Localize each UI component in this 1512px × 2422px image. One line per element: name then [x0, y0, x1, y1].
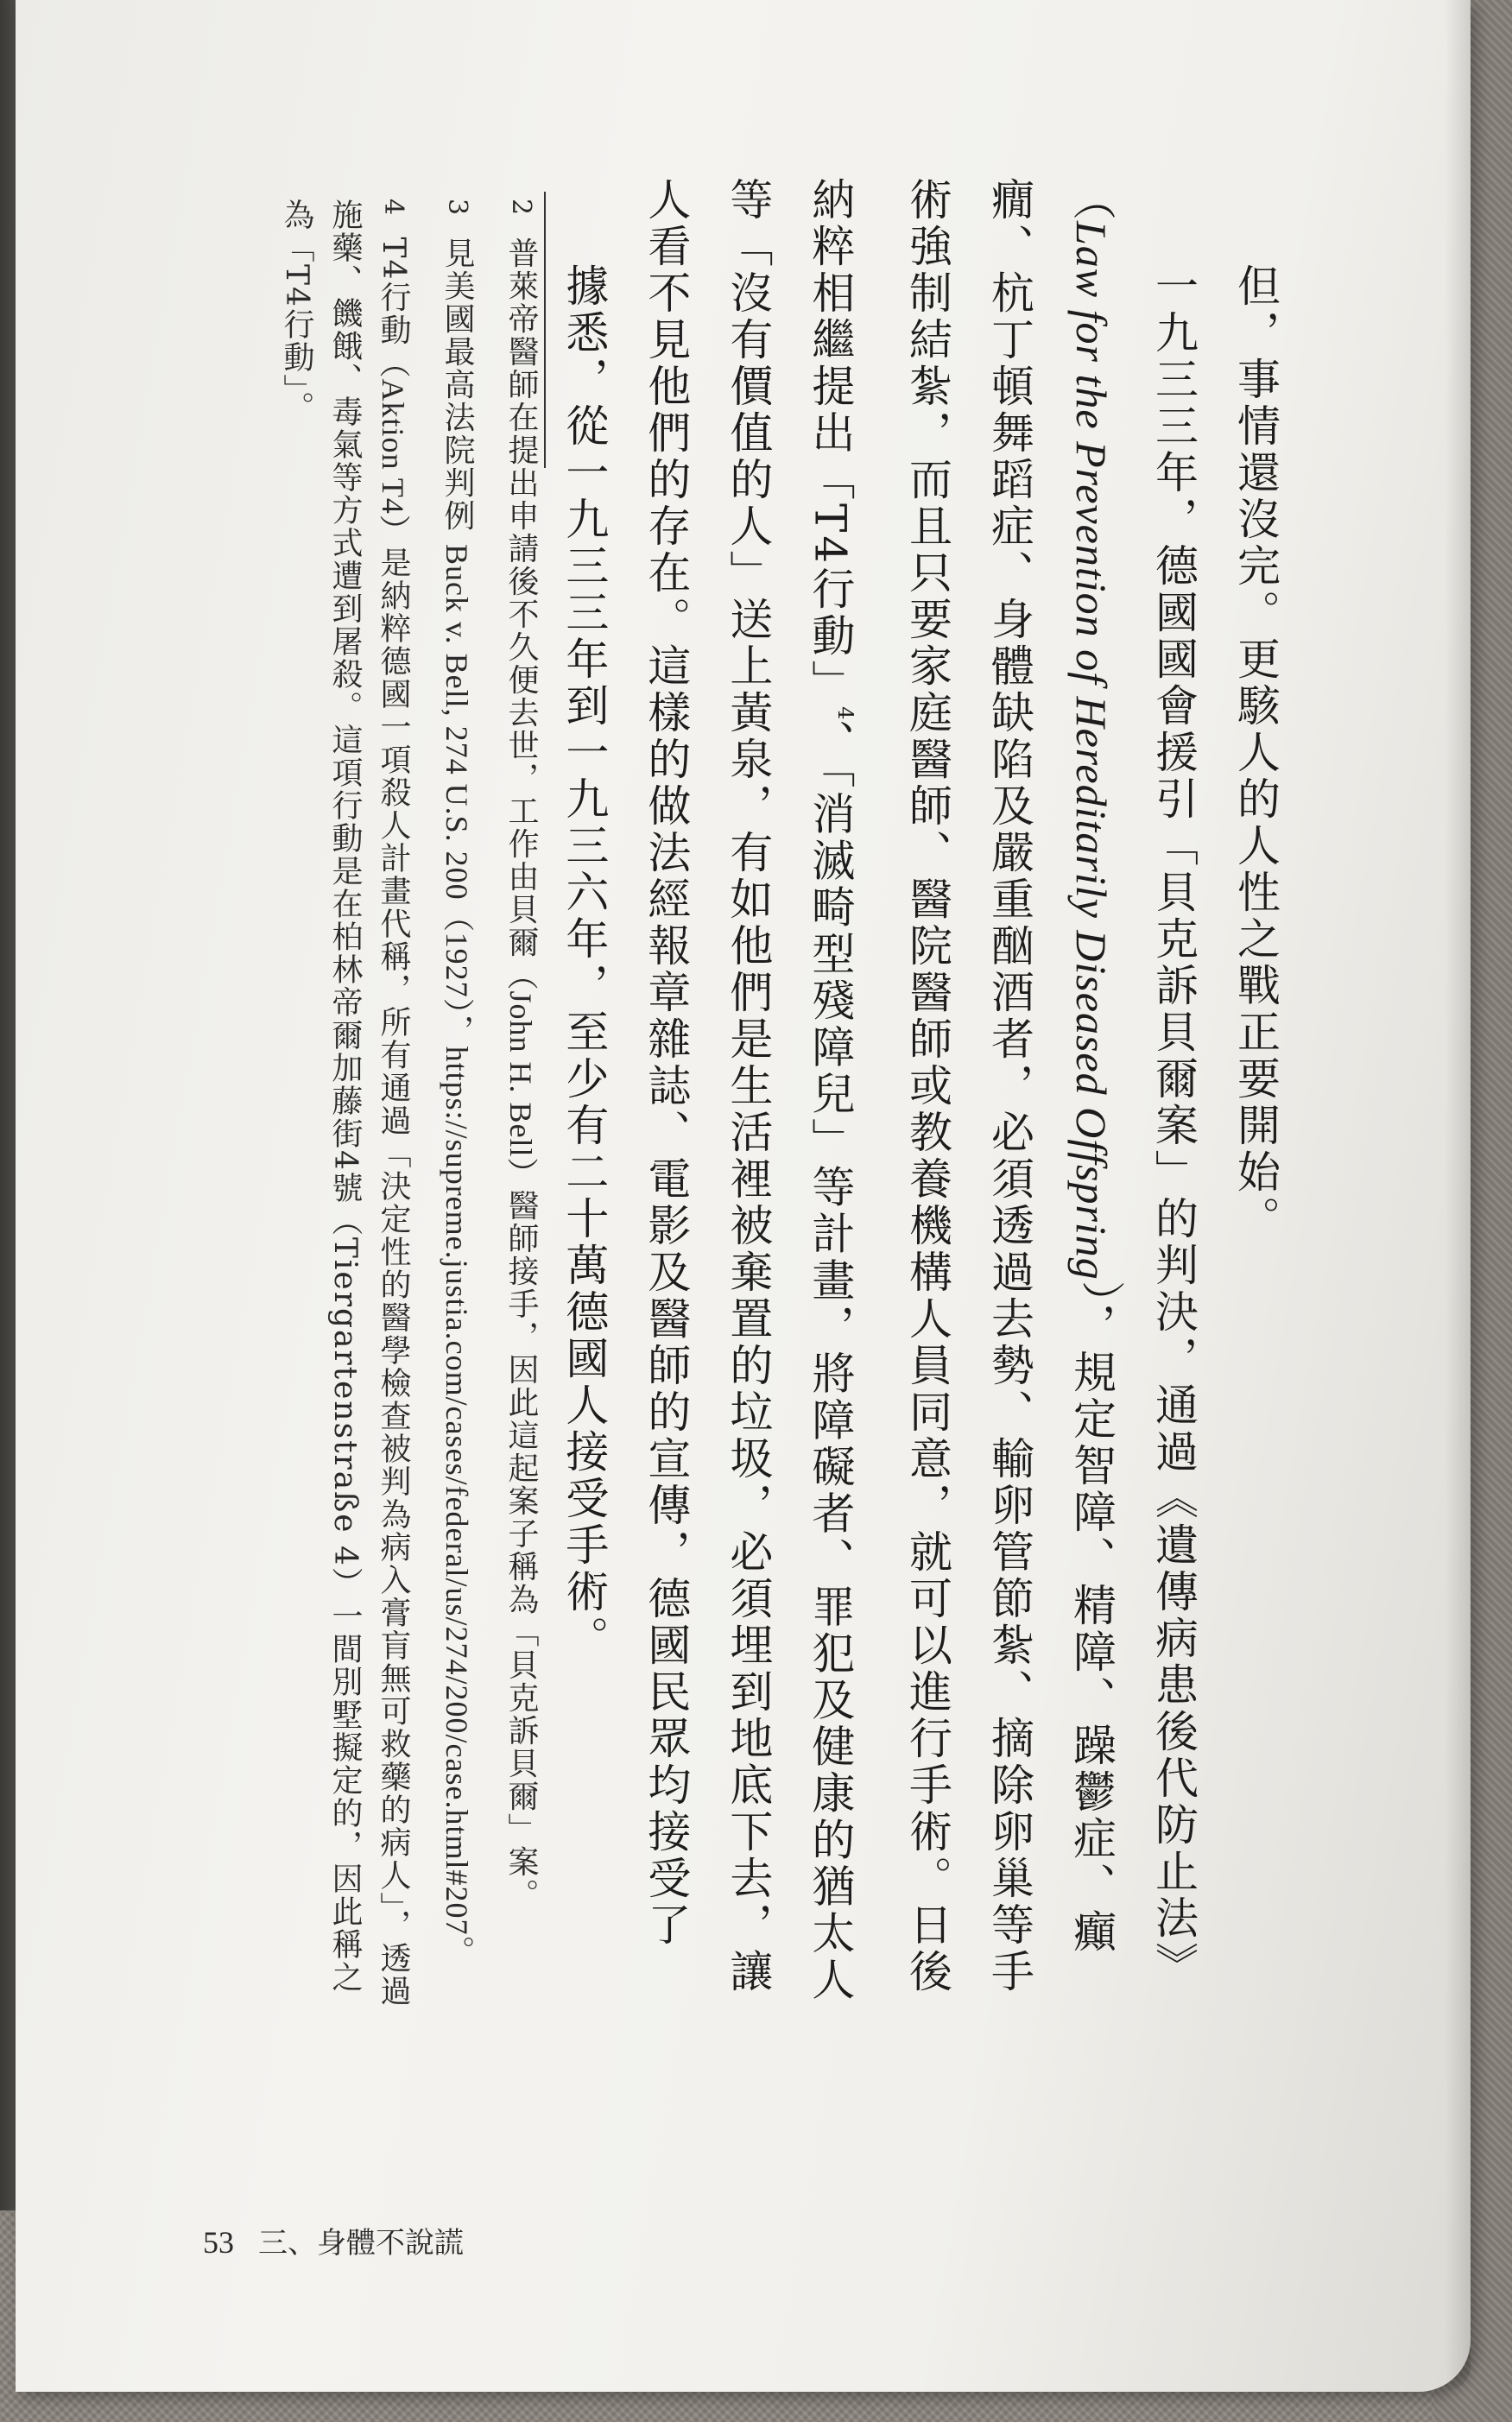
paragraph-2-start: 一九三三年，德國國會援引「貝克訴貝爾案」的判決，通過《遺傳病患後代防止法》 — [1148, 263, 1199, 1989]
page-footer — [203, 2219, 464, 2261]
footnote-text: 醫師接手，因此這起案子稱為「貝克訴貝爾」案。 — [503, 1189, 539, 1912]
chapter-title: 三、身體不說謊 — [258, 2226, 464, 2261]
footnote-4 — [272, 199, 417, 2012]
footnote-text: T4行動 — [376, 237, 411, 347]
paragraph-2-end: 、「消滅畸型殘障兒」等計畫，將障礙者、罪犯及健康的猶太人等「沒有價值的人」送上黃泉，有如他們是生活裡被棄置的垃圾，必須埋到地底下去，讓人看不見他們的存在。這樣的做法經報章雜誌、電影及醫師的宣傳，德國民眾均接受了 — [641, 177, 856, 2004]
footnote-2 — [497, 199, 545, 2012]
paragraph-1: 但，事情還沒完。更駭人的人性之戰正要開始。 — [1230, 263, 1281, 1243]
paragraph-3: 據悉，從一九三三年到一九三六年，至少有二十萬德國人接受手術。 — [559, 263, 610, 1662]
page-curl-shadow — [1445, 0, 1471, 2392]
law-latin-title: （Law for the Prevention of Hereditarily Diseased Offspring） — [1067, 177, 1116, 1303]
footnote-number: 3 — [442, 199, 472, 218]
footnote-number: 4 — [378, 199, 408, 218]
paragraph-2 — [624, 177, 1214, 2033]
paragraph-2-rest: ，規定智障、精障、躁鬱症、癲癇、杭丁頓舞蹈症、身體缺陷及嚴重酗酒者，必須透過去勢、輸卵管節紮、摘除卵巢等手術強制結紮，而且只要家庭醫師、醫院醫師或教養機構人員同意，就可以進行手術。日後納粹相繼提出「T4行動」 — [805, 177, 1117, 1995]
footnote-text: 見美國最高法院判例 — [440, 237, 475, 544]
footnote-3 — [433, 199, 481, 2012]
footnotes — [256, 199, 545, 2012]
page-number: 53 — [203, 2225, 234, 2260]
footnote-text: 。 — [440, 1935, 475, 1969]
footnote-text: 是納粹德國一項殺人計畫代稱，所有通過「決定性的醫學檢查被判為病入膏肓無可救藥的病人」，透過施藥、饑餓、毒氣等方式遭到屠殺。這項行動是在柏林帝爾加藤街4號（Tiergartenstraße 4）一間別墅擬定的，因此稱之為「T4行動」。 — [279, 199, 411, 2008]
footnote-text: 普萊帝醫師在提出申請後不久便去世，工作由貝爾 — [503, 237, 539, 959]
main-text — [542, 177, 1296, 2033]
footnote-latin: （John H. Bell） — [503, 958, 538, 1190]
footnote-citation-link[interactable]: Buck v. Bell, 274 U.S. 200（1927），https://supreme.justia.com/cases/federal/us/274/200/case.html#207 — [440, 544, 474, 1936]
footnote-ref-4: 4 — [833, 706, 857, 720]
footnote-latin: （Aktion T4） — [376, 346, 410, 547]
footnote-number: 2 — [506, 199, 536, 218]
